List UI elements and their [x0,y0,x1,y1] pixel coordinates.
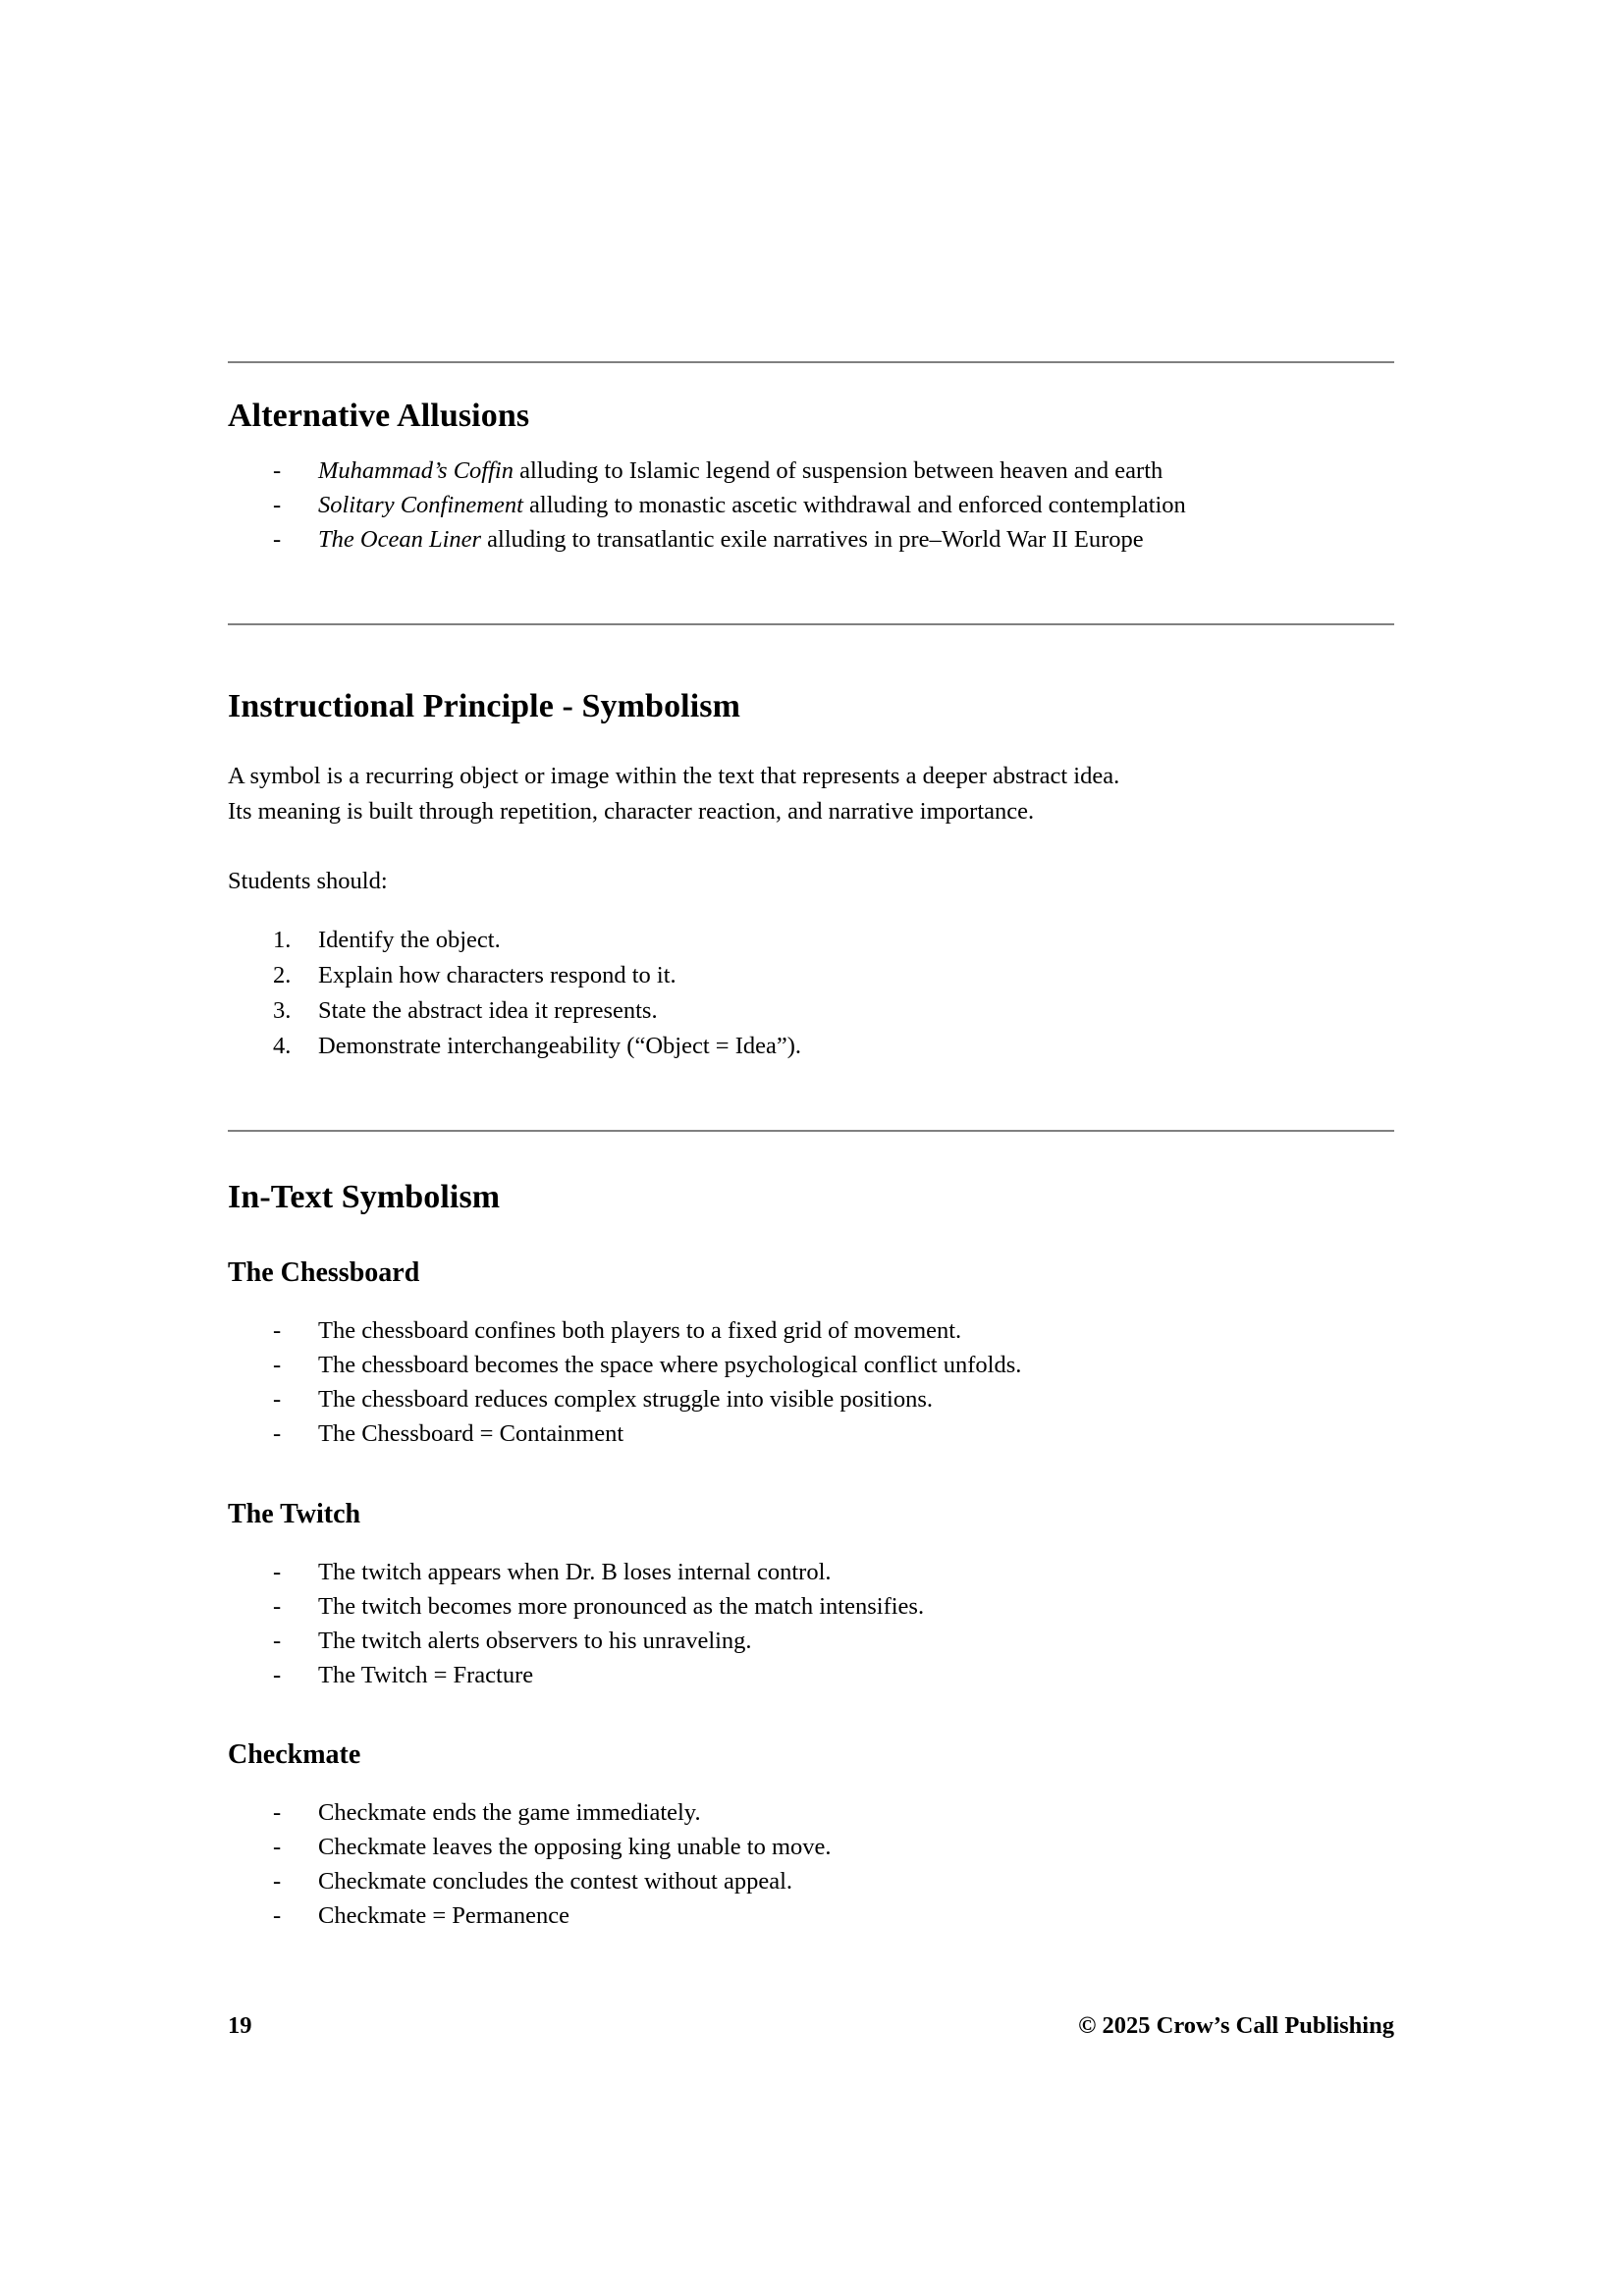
section-divider-top [228,361,1394,363]
list-item-text: The chessboard reduces complex struggle into visible positions. [318,1386,933,1413]
step-text: Demonstrate interchangeability (“Object = Idea”). [318,1033,802,1059]
allusion-description: alluding to transatlantic exile narratives in pre–World War II Europe [481,526,1144,553]
list-bullet-dash: - [273,1799,282,1826]
list-item [228,1624,1394,1658]
section-divider-lower [228,1130,1394,1132]
list-item [228,1589,1394,1624]
list-item-text: The Chessboard = Containment [318,1420,624,1447]
list-bullet-dash: - [273,526,282,553]
list-bullet-dash: - [273,1834,282,1860]
list-bullet-dash: - [273,457,282,484]
list-item [228,993,1394,1029]
list-item [228,1795,1394,1830]
page-footer [228,2012,1394,2040]
copyright-notice: © 2025 Crow’s Call Publishing [1078,2012,1394,2039]
list-bullet-dash: - [273,1628,282,1654]
allusion-term: Solitary Confinement [318,492,523,518]
list-bullet-dash: - [273,1420,282,1447]
step-text: Explain how characters respond to it. [318,962,676,988]
heading-in-text-symbolism: In-Text Symbolism [228,1179,501,1215]
allusion-description: alluding to Islamic legend of suspension between heaven and earth [513,457,1163,484]
list-item [228,1313,1394,1348]
page-number: 19 [228,2012,252,2039]
heading-alternative-allusions: Alternative Allusions [228,398,530,434]
principle-definition-block [228,759,1394,829]
list-item-text: The twitch becomes more pronounced as the match intensifies. [318,1593,925,1620]
list-bullet-dash: - [273,1902,282,1929]
list-item-text: The twitch appears when Dr. B loses internal control. [318,1559,832,1585]
list-bullet-dash: - [273,1868,282,1895]
list-number: 4. [273,1033,292,1059]
list-bullet-dash: - [273,1593,282,1620]
step-text: State the abstract idea it represents. [318,997,658,1024]
list-item [228,1416,1394,1451]
list-item [228,1830,1394,1864]
students-should-steps-list [228,923,1394,1064]
list-item-text: Checkmate concludes the contest without appeal. [318,1868,793,1895]
list-bullet-dash: - [273,1662,282,1688]
alternative-allusions-list [228,454,1394,557]
list-bullet-dash: - [273,1386,282,1413]
list-item [228,522,1394,557]
list-item [228,1348,1394,1382]
heading-checkmate: Checkmate [228,1739,361,1770]
list-item-text: Checkmate ends the game immediately. [318,1799,701,1826]
list-item [228,1382,1394,1416]
section-divider-middle [228,623,1394,625]
list-item [228,958,1394,993]
list-bullet-dash: - [273,1352,282,1378]
list-item [228,923,1394,958]
list-bullet-dash: - [273,1559,282,1585]
list-number: 1. [273,927,292,953]
list-item-text: The Twitch = Fracture [318,1662,534,1688]
chessboard-symbol-list [228,1313,1394,1451]
list-item-text: The chessboard becomes the space where psychological conflict unfolds. [318,1352,1022,1378]
list-bullet-dash: - [273,492,282,518]
list-item [228,1898,1394,1933]
heading-the-chessboard: The Chessboard [228,1257,420,1288]
list-item-text: Checkmate leaves the opposing king unable to move. [318,1834,832,1860]
principle-definition-line-1: A symbol is a recurring object or image within the text that represents a deeper abstract idea. [228,763,1120,789]
list-number: 2. [273,962,292,988]
list-item-text: The chessboard confines both players to a fixed grid of movement. [318,1317,962,1344]
allusion-term: Muhammad’s Coffin [318,457,514,484]
list-item [228,488,1394,522]
list-item [228,1555,1394,1589]
checkmate-symbol-list [228,1795,1394,1933]
list-item [228,454,1394,488]
list-item [228,1658,1394,1692]
step-text: Identify the object. [318,927,501,953]
list-item-text: Checkmate = Permanence [318,1902,569,1929]
twitch-symbol-list [228,1555,1394,1692]
allusion-term: The Ocean Liner [318,526,482,553]
heading-instructional-principle: Instructional Principle - Symbolism [228,688,741,724]
allusion-description: alluding to monastic ascetic withdrawal and enforced contemplation [522,492,1186,518]
list-number: 3. [273,997,292,1024]
list-item [228,1864,1394,1898]
list-item [228,1029,1394,1064]
principle-definition-line-2: Its meaning is built through repetition, character reaction, and narrative importance. [228,798,1035,825]
heading-the-twitch: The Twitch [228,1499,361,1529]
list-item-text: The twitch alerts observers to his unraveling. [318,1628,752,1654]
list-bullet-dash: - [273,1317,282,1344]
students-should-lead-in: Students should: [228,868,388,894]
